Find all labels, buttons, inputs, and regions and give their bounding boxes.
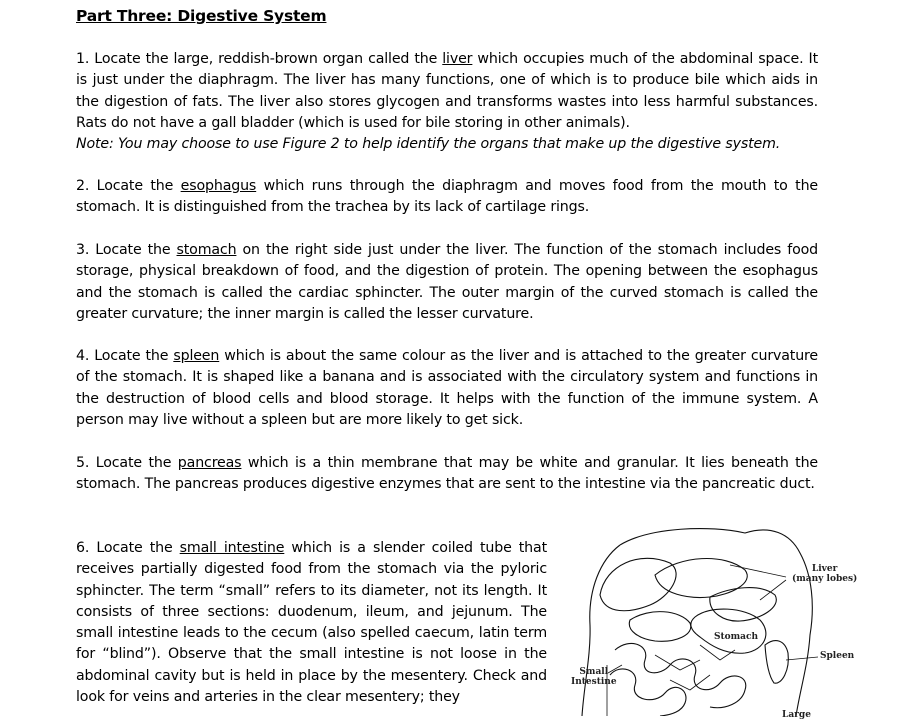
figure-label-small-line1: Small: [579, 667, 609, 677]
spleen-pointer: [786, 657, 818, 660]
section-title: Part Three: Digestive System: [76, 7, 327, 25]
text: which is a slender coiled tube that receives partially digested food from the stomach via the pyloric sphincter. The term “small” refers to its diameter, not its length. It consists of three sections: duodenum, ileum, and jejunum. The small intestine leads to the cecum (also spelled caecum, latin term for “blind”). Observe that the small intestine is not loose in the abdominal cavity but is held in place by the mesentery. Check and look for veins and arteries in the clear mesentery; they: [76, 540, 547, 706]
note-figure-2: Note: You may choose to use Figure 2 to help identify the organs that make up the digestive system.: [76, 136, 781, 153]
text: 5. Locate the: [76, 455, 178, 471]
rat-anatomy-drawing: [560, 525, 860, 716]
liver-lobe-right: [710, 588, 776, 621]
term-small-intestine: small intestine: [179, 540, 285, 556]
term-pancreas: pancreas: [177, 455, 242, 471]
spleen-shape: [765, 641, 788, 684]
text: 2. Locate the: [76, 178, 181, 194]
figure-label-liver: [792, 564, 857, 584]
term-stomach: stomach: [176, 242, 237, 258]
paragraph-spleen: [76, 346, 818, 431]
text: which occupies much of the abdominal space. It is just under the diaphragm. The liver has many functions, one of which is to produce bile which aids in the digestion of fats. The liver also stores glycogen and transforms wastes into less harmful substances. Rats do not have a gall bladder (which is used for bile storing in other animals).: [76, 51, 818, 131]
paragraph-pancreas: [76, 453, 818, 496]
text: which runs through the diaphragm and moves food from the mouth to the stomach. It is distinguished from the trachea by its lack of cartilage rings.: [76, 178, 818, 216]
liver-lobe-lower: [629, 612, 690, 642]
text: 3. Locate the: [76, 242, 177, 258]
liver-pointer: [730, 565, 786, 600]
text: 6. Locate the: [76, 540, 180, 556]
figure-label-small-line2: Intestine: [571, 677, 617, 687]
term-liver: liver: [442, 51, 473, 67]
liver-lobe-mid: [655, 559, 747, 598]
paragraph-small-intestine: [76, 538, 547, 708]
body-outline: [620, 529, 812, 716]
figure-label-large-intestine: Large: [782, 710, 811, 720]
figure-label-liver-line2: (many lobes): [792, 574, 858, 584]
term-esophagus: esophagus: [180, 178, 257, 194]
figure-label-liver-line1: Liver: [811, 564, 838, 574]
term-spleen: spleen: [173, 348, 220, 364]
paragraph-liver: [76, 49, 818, 155]
paragraph-stomach: [76, 240, 818, 325]
text: 4. Locate the: [76, 348, 174, 364]
liver-lobe-left: [600, 558, 676, 610]
text: which is a thin membrane that may be white and granular. It lies beneath the stomach. The pancreas produces digestive enzymes that are sent to the intestine via the pancreatic duct.: [76, 455, 818, 493]
small-intestine-coil: [610, 669, 686, 716]
text: 1. Locate the large, reddish-brown organ called the: [76, 51, 443, 67]
figure-label-spleen: Spleen: [820, 651, 855, 661]
digestive-system-diagram: [560, 525, 860, 720]
text: on the right side just under the liver. The function of the stomach includes food storage, physical breakdown of food, and the digestion of protein. The opening between the esophagus and the stomach is called the cardiac sphincter. The outer margin of the curved stomach is called the greater curvature; the inner margin is called the lesser curvature.: [76, 242, 818, 322]
text: which is about the same colour as the liver and is attached to the greater curvature of the stomach. It is shaped like a banana and is associated with the circulatory system and functions in the destruction of blood cells and blood storage. It helps with the function of the immune system. A person may live without a spleen but are more likely to get sick.: [76, 348, 818, 428]
figure-label-stomach: Stomach: [714, 632, 759, 642]
figure-label-small-intestine: [571, 667, 617, 687]
paragraph-esophagus: [76, 176, 818, 219]
